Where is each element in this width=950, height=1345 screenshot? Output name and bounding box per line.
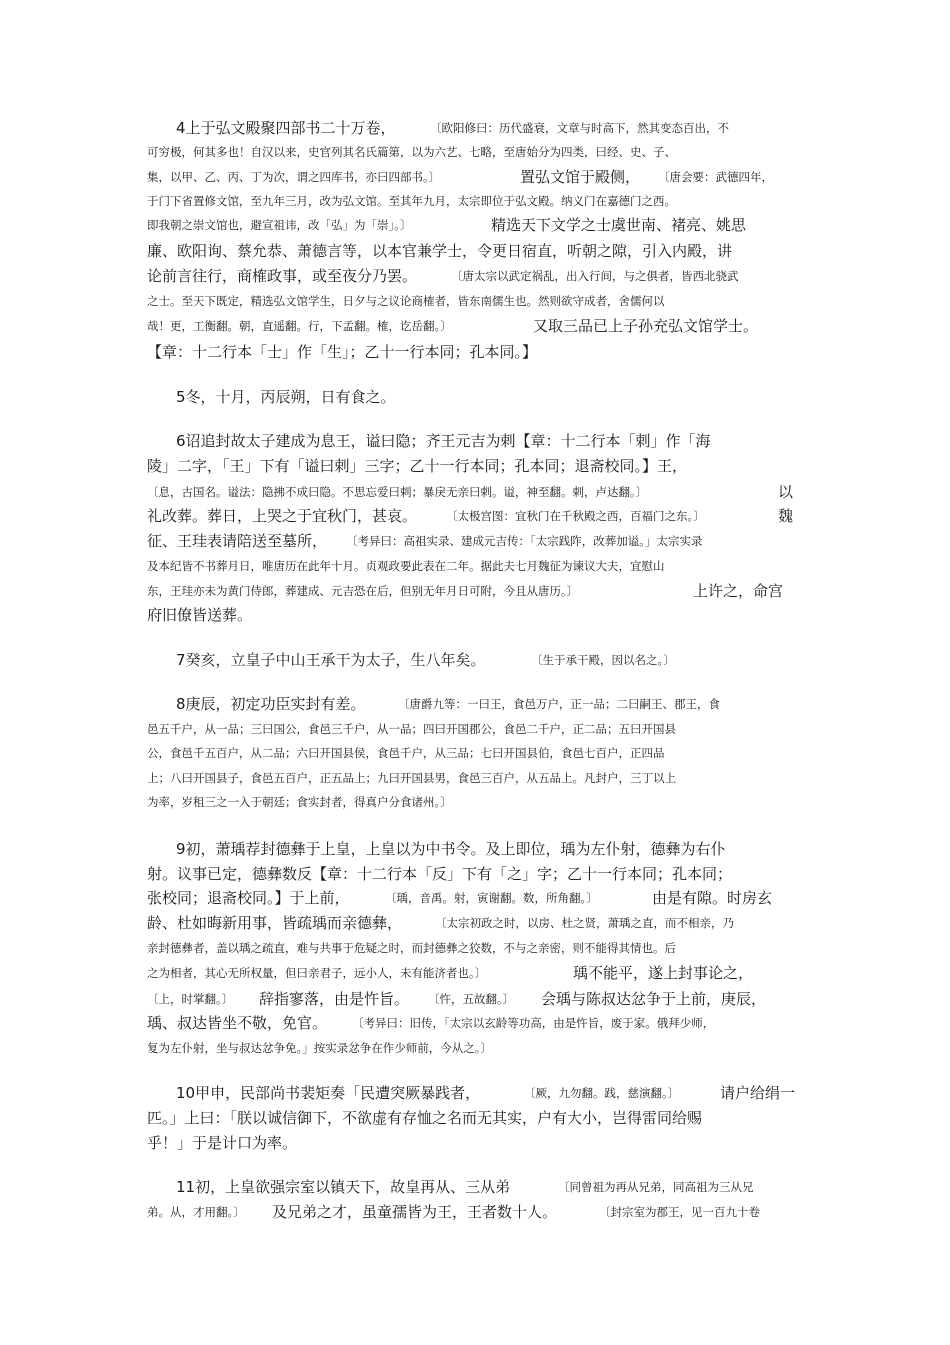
annotation-text: 〔考异曰：旧传，「太宗以玄龄等功高，由是忤旨，废于家。俄拜少师， [352,1016,715,1030]
annotation-text: 〔唐太宗以武定祸乱，出入行间，与之俱者，皆西北骁武 [451,269,739,283]
annotation-text: 邑五千户，从一品；三曰国公，食邑三千户，从一品；四曰开国郡公，食邑二千户，正二品；五曰开国县 [147,722,676,736]
main-text: 礼改葬。葬日，上哭之于宜秋门，甚哀。 [147,507,418,525]
main-text: 征、王珪表请陪送至墓所， [147,532,328,550]
annotation-text: 弟。从，才用翻。〕 [147,1205,245,1219]
main-text: 乎！」于是计口为率。 [147,1134,298,1152]
annotation-text: 〔同曾祖为再从兄弟，同高祖为三从兄 [558,1180,754,1194]
main-text: 6诏追封故太子建成为息王，谥曰隐；齐王元吉为剌【章：十二行本「剌」作「海 [176,432,711,450]
annotation-text: 〔忤，五故翻。〕 [428,992,515,1006]
main-text: 置弘文馆于殿侧， [520,168,641,186]
annotation-text: 即我朝之崇文馆也，避宣祖讳，改「弘」为「崇」。〕 [147,218,412,232]
annotation-text: 为率，岁租三之一入于朝廷；食实封者，得真户分食诸州。〕 [147,795,452,809]
main-text: 由是有隙。时房玄 [652,889,773,907]
main-text: 上许之，命宫 [693,582,784,600]
main-text: 廉、欧阳询、蔡允恭、萧德言等，以本官兼学士，令更日宿直，听朝之隙，引入内殿，讲 [147,242,733,260]
annotation-text: 公，食邑千五百户，从二品；六曰开国县侯，食邑千户，从三品；七曰开国县伯，食邑七百户，正四品 [147,746,665,760]
main-text: 匹。」上曰：「朕以诚信御下，不欲虚有存恤之名而无其实，户有大小，岂得雷同给赐 [147,1109,703,1127]
annotation-text: 〔封宗室为郡王，见一百九十卷 [599,1205,760,1219]
main-text: 论前言往行，商榷政事，或至夜分乃罢。 [147,267,418,285]
annotation-text: 哉！更，工衡翻。朝，直遥翻。行，下孟翻。榷，讫岳翻。〕 [147,319,452,333]
annotation-text: 〔欧阳修曰：历代盛衰，文章与时高下，然其变态百出，不 [430,121,729,135]
annotation-text: 〔厥，九勿翻。践，慈演翻。〕 [524,1086,680,1100]
main-text: 瑀不能平，遂上封事论之， [573,964,754,982]
main-text: 以 [778,483,794,501]
annotation-text: 〔瑀，音禹。射，寅谢翻。数，所角翻。〕 [385,891,598,905]
main-text: 9初，萧瑀荐封德彝于上皇，上皇以为中书令。及上即位，瑀为左仆射，德彝为右仆 [176,840,726,858]
main-text: 会瑀与陈叔达忿争于上前，庚辰， [541,990,767,1008]
annotation-text: 及本纪皆不书葬月日，唯唐历在此年十月。贞观政要此表在二年。据此夫七月魏征为谏议大夫，宜慰山 [147,559,665,573]
main-text: 4上于弘文殿聚四部书二十万卷， [176,119,396,137]
annotation-text: 〔唐爵九等：一曰王，食邑万户，正一品；二曰嗣王、郡王，食 [398,697,720,711]
main-text: 又取三品已上子孙充弘文馆学士。 [533,317,759,335]
annotation-text: 可穷极，何其多也！自汉以来，史官列其名氏篇第，以为六艺、七略，至唐始分为四类，曰经、史、子、 [147,145,676,159]
annotation-text: 集，以甲、乙、丙、丁为次，谓之四库书，亦曰四部书。〕 [147,170,441,184]
annotation-text: 〔唐会要：武德四年， [658,170,773,184]
annotation-text: 〔太极宫图：宜秋门在千秋殿之西，百福门之东。〕 [446,509,705,523]
main-text: 府旧僚皆送葬。 [147,606,253,624]
annotation-text: 于门下省置修文馆，至九年三月，改为弘文馆。至其年九月，太宗即位于弘文殿。纳义门在嘉德门之西。 [147,194,676,208]
main-text: 魏 [778,507,794,525]
annotation-text: 复为左仆射，坐与叔达忿争免。」按实录忿争在作少师前，今从之。〕 [147,1041,492,1055]
annotation-text: 〔息，古国名。谥法：隐拂不成曰隐。不思忘爱曰剌；暴戾无亲曰剌。谥，神至翻。剌，卢达翻。〕 [147,485,648,499]
main-text: 10甲申，民部尚书裴矩奏「民遭突厥暴践者， [176,1084,481,1102]
annotation-text: 之为相者，其心无所权量，但曰亲君子，远小人，未有能济者也。〕 [147,966,487,980]
main-text: 请户给绢一 [720,1084,796,1102]
annotation-text: 上；八曰开国县子，食邑五百户，正五品上；九曰开国县男，食邑三百户，从五品上。凡封户，三丁以上 [147,771,676,785]
main-text: 精选天下文学之士虞世南、褚亮、姚思 [491,216,747,234]
main-text: 及兄弟之才，虽童孺皆为王，王者数十人。 [272,1203,558,1221]
main-text: 龄、杜如晦新用事，皆疏瑀而亲德彝， [147,914,403,932]
main-text: 11初，上皇欲强宗室以镇天下，故皇再从、三从弟 [176,1178,511,1196]
main-text: 辞指寥落，由是忤旨。 [259,990,410,1008]
main-text: 瑀、叔达皆坐不敬，免官。 [147,1014,328,1032]
main-text: 5冬，十月，丙辰朔，日有食之。 [176,388,396,406]
annotation-text: 〔上，时掌翻。〕 [147,992,234,1006]
annotation-text: 之士。至天下既定，精选弘文馆学生，日夕与之议论商榷者，皆东南儒生也。然则欲守成者，舍儒何以 [147,294,665,308]
annotation-text: 〔考异曰：高祖实录、建成元吉传：「太宗践阼，改葬加谥。」太宗实录 [346,534,703,548]
main-text: 张校同；退斋校同。】于上前， [147,889,350,907]
main-text: 陵」二字，「王」下有「谥曰剌」三字；乙十一行本同；孔本同；退斋校同。】王， [147,457,688,475]
annotation-text: 东，王珪亦未为黄门侍郎，葬建成、元吉恐在后，但别无年月日可附，今且从唐历。〕 [147,584,579,598]
main-text: 射。议事已定，德彝数反【章：十二行本「反」下有「之」字；乙十一行本同；孔本同； [147,865,733,883]
collation-note: 【章：十二行本「士」作「生」；乙十一行本同；孔本同。】 [147,343,538,361]
annotation-text: 亲封德彝者，盖以瑀之疏直，难与共事于危疑之时，而封德彝之狡数，不与之亲密，则不能得其情也。后 [147,941,676,955]
annotation-text: 〔太宗初政之时，以房、杜之贤，萧瑀之直，而不相亲，乃 [435,916,734,930]
main-text: 8庚辰，初定功臣实封有差。 [176,695,366,713]
annotation-text: 〔生于承干殿，因以名之。〕 [531,653,675,667]
main-text: 7癸亥，立皇子中山王承干为太子，生八年矣。 [176,651,486,669]
